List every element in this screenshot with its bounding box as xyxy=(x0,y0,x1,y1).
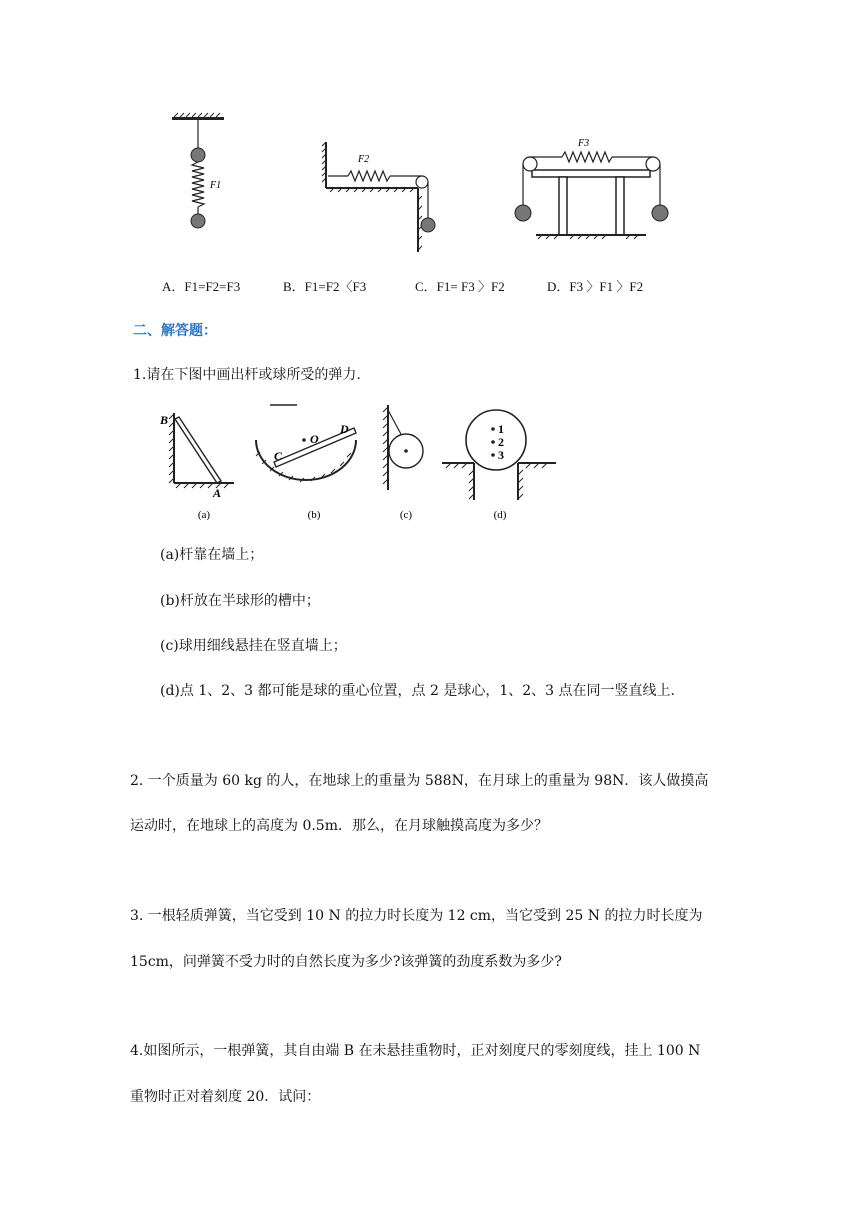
figure-q1-b xyxy=(252,400,367,525)
label-fig-d: (d) xyxy=(493,509,507,521)
option-a-text: F1=F2=F3 xyxy=(184,279,241,294)
q1-item-c: (c)球用细线悬挂在竖直墙上； xyxy=(160,638,347,654)
q3-line1: 3. 一根轻质弹簧，当它受到 10 N 的拉力时长度为 12 cm，当它受到 25 N 的拉力时长度为 xyxy=(130,908,703,924)
option-c-letter: C． xyxy=(415,279,437,294)
q3-line2: 15cm，问弹簧不受力时的自然长度为多少?该弹簧的劲度系数为多少? xyxy=(130,954,562,970)
q2-line1: 2. 一个质量为 60 kg 的人，在地球上的重量为 588N，在月球上的重量为 98N．该人做摸高 xyxy=(130,773,709,789)
option-b-letter: B． xyxy=(283,279,305,294)
f3-label: F3 xyxy=(578,138,590,149)
label-fig-b: (b) xyxy=(307,509,321,521)
q1-item-b: (b)杆放在半球形的槽中； xyxy=(160,593,320,609)
label-point-o: O xyxy=(310,432,319,446)
q1-item-a: (a)杆靠在墙上； xyxy=(160,547,264,563)
label-point-a: A xyxy=(213,486,222,500)
label-point-b: B xyxy=(160,413,169,427)
option-d xyxy=(547,276,643,295)
f1-label: F1 xyxy=(210,180,222,191)
label-n3: 3 xyxy=(498,448,504,462)
option-b xyxy=(283,276,366,295)
label-point-c: C xyxy=(274,449,283,463)
option-a-letter: A． xyxy=(162,279,185,294)
label-n1: 1 xyxy=(498,422,504,436)
label-point-d: D xyxy=(340,422,349,436)
q2-line2: 运动时，在地球上的高度为 0.5m．那么，在月球触摸高度为多少？ xyxy=(130,818,548,834)
figure-spring-table xyxy=(510,130,675,245)
figure-q1-c xyxy=(380,400,440,525)
option-b-text: F1=F2〈F3 xyxy=(304,279,367,294)
option-d-letter: D． xyxy=(547,279,570,294)
option-c xyxy=(415,276,505,295)
option-c-text: F1= F3 〉F2 xyxy=(436,279,505,294)
f2-label: F2 xyxy=(358,154,370,165)
label-n2: 2 xyxy=(498,435,504,449)
section-heading: 二、解答题： xyxy=(133,323,217,339)
label-fig-c: (c) xyxy=(399,509,413,521)
label-fig-a: (a) xyxy=(197,509,211,521)
q4-line1: 4.如图所示，一根弹簧，其自由端 B 在未悬挂重物时，正对刻度尺的零刻度线，挂上 100 N xyxy=(130,1043,701,1059)
option-a xyxy=(162,276,240,295)
figure-q1-a xyxy=(158,405,238,525)
figure-spring-horizontal xyxy=(318,140,448,255)
q4-line2: 重物时正对着刻度 20．试问： xyxy=(130,1089,321,1105)
figure-spring-vertical xyxy=(160,110,270,240)
figure-q1-d xyxy=(436,405,561,525)
q1-item-d: (d)点 1、2、3 都可能是球的重心位置，点 2 是球心，1、2、3 点在同一竖直线上. xyxy=(160,683,675,699)
q1-stem: 1.请在下图中画出杆或球所受的弹力. xyxy=(133,367,361,383)
option-d-text: F3 〉F1 〉F2 xyxy=(569,279,644,294)
